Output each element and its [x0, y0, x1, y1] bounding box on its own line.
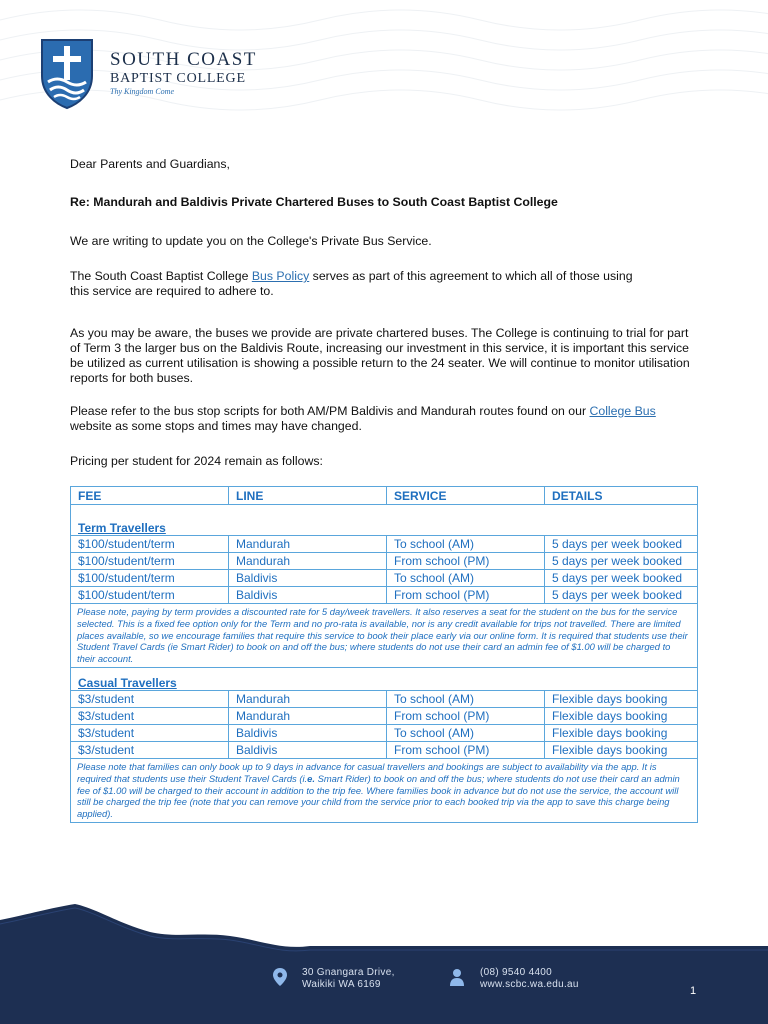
table-row — [71, 707, 698, 724]
school-motto: Thy Kingdom Come — [110, 87, 174, 96]
line-cell: Baldivis — [229, 741, 387, 758]
table-row — [71, 741, 698, 758]
location-pin-icon — [273, 968, 287, 986]
intro-paragraph: We are writing to update you on the College's Private Bus Service. — [70, 234, 432, 248]
table-header-row — [71, 487, 698, 505]
service-cell: From school (PM) — [387, 587, 545, 604]
pricing-table — [70, 486, 698, 823]
term-travellers-note: Please note, paying by term provides a discounted rate for 5 day/week travellers. It also reserves a seat for the student on the bus for the service selected. This is a fixed fee option only for the Term and no pro-rata is available, nor is any credit available for trips not travelled. There are limited places available, so we encourage families that require this service to book their place early via our online form. It is required that students use their Student Travel Cards (ie Smart Rider) to book on and off the bus; where students do not use their card an admin fee of $1.00 will be charged to their account. — [71, 604, 698, 668]
casual-travellers-heading: Casual Travellers — [71, 667, 698, 690]
details-cell: Flexible days booking — [545, 690, 698, 707]
term-travellers-heading: Term Travellers — [71, 505, 698, 536]
person-icon — [450, 968, 464, 986]
line-cell: Mandurah — [229, 707, 387, 724]
service-cell: From school (PM) — [387, 553, 545, 570]
casual-note-part-a: Please note that families can only book up to 9 days in advance for casual travellers and bookings are subject to availability via the app. It is required that students use their Student Travel Cards (i. — [77, 760, 657, 784]
fee-cell: $3/student — [71, 707, 229, 724]
line-cell: Baldivis — [229, 570, 387, 587]
school-name: SOUTH COAST — [110, 49, 257, 70]
table-row — [71, 536, 698, 553]
pricing-intro: Pricing per student for 2024 remain as follows: — [70, 454, 323, 468]
footer-address-line1: 30 Gnangara Drive, — [302, 967, 395, 978]
footer-website[interactable]: www.scbc.wa.edu.au — [480, 979, 579, 990]
fee-cell: $100/student/term — [71, 536, 229, 553]
fee-cell: $3/student — [71, 724, 229, 741]
note-row — [71, 758, 698, 822]
table-row — [71, 553, 698, 570]
footer-address-line2: Waikiki WA 6169 — [302, 979, 381, 990]
bus-stop-paragraph — [70, 404, 700, 434]
table-row — [71, 690, 698, 707]
details-cell: 5 days per week booked — [545, 553, 698, 570]
table-row — [71, 587, 698, 604]
details-cell: 5 days per week booked — [545, 570, 698, 587]
fee-cell: $100/student/term — [71, 553, 229, 570]
subject-line: Re: Mandurah and Baldivis Private Chartered Buses to South Coast Baptist College — [70, 195, 558, 209]
column-header-line: LINE — [229, 487, 387, 505]
column-header-details: DETAILS — [545, 487, 698, 505]
section-row — [71, 505, 698, 536]
footer-background — [0, 880, 768, 1024]
details-cell: Flexible days booking — [545, 724, 698, 741]
line-cell: Mandurah — [229, 536, 387, 553]
chartered-buses-paragraph: As you may be aware, the buses we provide are private chartered buses. The College is continuing to trial for part of Term 3 the larger bus on the Baldivis Route, increasing our investment in this service, it is important this service be utilized as current utilisation is showing a possible return to the 24 seater. We will continue to monitor utilisation reports for both buses. — [70, 326, 690, 385]
policy-text-after: serves as part of this agreement to which all of those using — [309, 269, 633, 283]
service-cell: From school (PM) — [387, 707, 545, 724]
fee-cell: $3/student — [71, 690, 229, 707]
service-cell: To school (AM) — [387, 570, 545, 587]
stop-text-after: website as some stops and times may have changed. — [70, 419, 362, 433]
page-number: 1 — [690, 985, 697, 997]
column-header-service: SERVICE — [387, 487, 545, 505]
line-cell: Baldivis — [229, 587, 387, 604]
line-cell: Mandurah — [229, 690, 387, 707]
fee-cell: $3/student — [71, 741, 229, 758]
details-cell: 5 days per week booked — [545, 587, 698, 604]
bus-policy-paragraph — [70, 269, 700, 299]
service-cell: To school (AM) — [387, 536, 545, 553]
table-row — [71, 570, 698, 587]
service-cell: To school (AM) — [387, 724, 545, 741]
service-cell: From school (PM) — [387, 741, 545, 758]
bus-policy-link[interactable]: Bus Policy — [251, 269, 310, 283]
casual-note-part-b: e. — [307, 772, 315, 784]
college-bus-link[interactable]: College Bus — [589, 404, 656, 418]
column-header-fee: FEE — [71, 487, 229, 505]
table-row — [71, 724, 698, 741]
policy-text-before: The South Coast Baptist College — [70, 269, 252, 283]
section-row — [71, 667, 698, 690]
note-row — [71, 604, 698, 668]
stop-text-before: Please refer to the bus stop scripts for both AM/PM Baldivis and Mandurah routes found on our — [70, 404, 590, 418]
college-crest-logo — [38, 36, 96, 110]
footer-phone: (08) 9540 4400 — [480, 967, 553, 978]
casual-travellers-note — [71, 758, 698, 822]
details-cell: 5 days per week booked — [545, 536, 698, 553]
fee-cell: $100/student/term — [71, 587, 229, 604]
salutation: Dear Parents and Guardians, — [70, 157, 230, 171]
service-cell: To school (AM) — [387, 690, 545, 707]
line-cell: Baldivis — [229, 724, 387, 741]
details-cell: Flexible days booking — [545, 741, 698, 758]
line-cell: Mandurah — [229, 553, 387, 570]
details-cell: Flexible days booking — [545, 707, 698, 724]
casual-note-part-c: Smart Rider) to book on and off the bus; where students do not use their card an admin fee of $1.00 will be charged to their account in addition to the trip fee. Where families book in advance but do not use the service, the account will still be charged the trip fee (note that you can remove your child from the service prior to each booked trip via the app to save this charge being applied). — [77, 772, 680, 820]
policy-text-line2: this service are required to adhere to. — [70, 284, 274, 298]
school-subtitle: BAPTIST COLLEGE — [110, 71, 246, 86]
fee-cell: $100/student/term — [71, 570, 229, 587]
